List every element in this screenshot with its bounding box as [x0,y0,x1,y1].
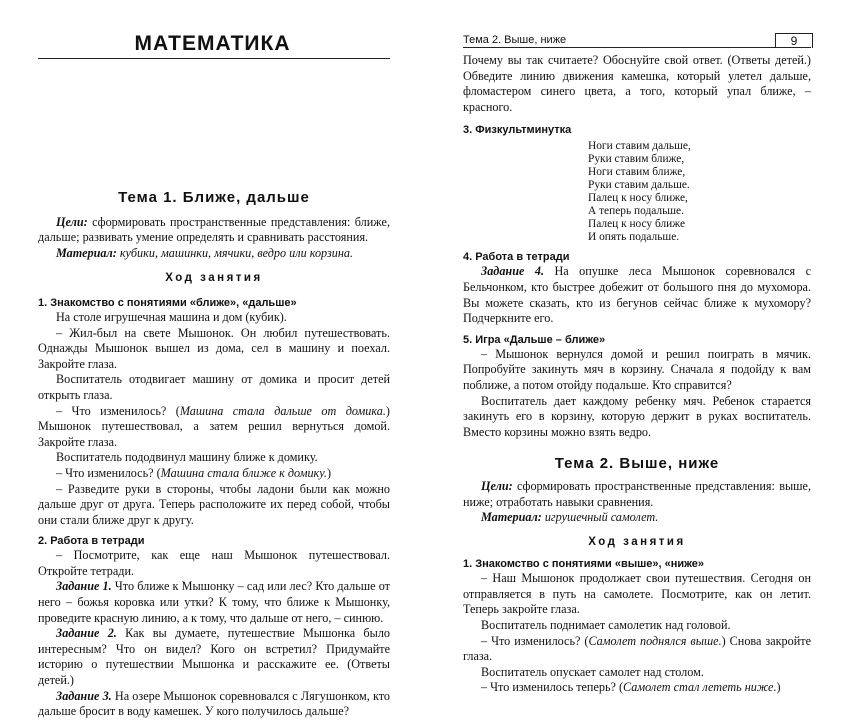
paragraph: Воспитатель дает каждому ребенку мяч. Ребенок старается закинуть его в корзину, которую держит в руках воспитатель. Вместо корзины можно взять ведро. [463,393,811,439]
paragraph: – Разведите руки в стороны, чтобы ладони были как можно дальше друг от друга. Теперь расположите их перед собой, чтобы они стали ближе друг к другу. [38,481,390,527]
poem-line: Палец к носу ближе [588,218,686,231]
paragraph: Воспитатель пододвинул машину ближе к домику. [56,450,318,465]
section-heading: 2. Работа в тетради [38,535,145,548]
page-number: 9 [790,34,798,48]
section-heading: 1. Знакомство с понятиями «выше», «ниже» [463,558,705,571]
task-paragraph: Задание 4. На опушке леса Мышонок соревновался с Бельчонком, кто быстрее добежит от большого пня до мухомора. Вы можете сказать, кто из бегунов сейчас ближе к мухомору? Подчеркните его. [463,264,811,326]
right-column [463,53,811,696]
section-heading: 4. Работа в тетради [463,251,570,264]
material-paragraph: Материал: игрушечный самолет. [481,510,659,525]
goals-label: Цели: [56,214,88,229]
running-header: Тема 2. Выше, ниже [463,34,567,46]
task-paragraph: Задание 3. На озере Мышонок соревновался с Лягушонком, кто дальше бросит в воду камешек. У кого получилось дальше? [38,688,390,719]
material-label: Материал: [56,245,117,260]
section-heading: 5. Игра «Дальше – ближе» [463,333,606,346]
paragraph: Воспитатель опускает самолет над столом. [481,664,704,679]
poem-line: И опять подальше. [588,231,680,244]
section-heading: 1. Знакомство с понятиями «ближе», «дальше» [38,296,297,309]
paragraph: На столе игрушечная машина и дом (кубик). [56,309,287,324]
paragraph: – Посмотрите, как еще наш Мышонок путешествовал. Откройте тетради. [38,548,390,578]
task-paragraph: Задание 1. Что ближе к Мышонку – сад или лес? Кто дальше от него – божья коровка или утки? К тому, что ближе к Мышонку, проведите красную линию, а к тому, что дальше от него, – синюю. [38,579,390,625]
paragraph: – Что изменилось теперь? (Самолет стал лететь ниже.) [481,680,781,695]
topic-title: Тема 2. Выше, ниже [554,455,720,473]
goals-paragraph [38,215,390,246]
poem [463,140,811,244]
course-title: Ход занятия [165,272,263,285]
poem-line: Руки ставим ближе, [588,153,685,166]
paragraph: Воспитатель поднимает самолетик над головой. [481,618,731,633]
poem-line: Палец к носу ближе, [588,192,688,205]
task-paragraph: Задание 2. Как вы думаете, путешествие Мышонка было интересным? Что он видел? Кого он встретил? Придумайте историю о путешествии Мышонка и расскажите ее. (Ответы детей.) [38,626,391,688]
paragraph: Почему вы так считаете? Обоснуйте свой ответ. (Ответы детей.) Обведите линию движения камешка, который улетел дальше, фломастером синего цвета, а того, который упал ближе, – красного. [463,53,811,114]
paragraph: – Что изменилось? (Самолет поднялся выше.) Снова закройте глаза. [463,633,811,664]
paragraph: – Что изменилось? (Машина стала дальше от домика.) Мышонок путешествовал, а затем решил вернуться домой. Закройте глаза. [38,403,390,449]
goals-text: сформировать пространственные представления: ближе, дальше; развивать умение определять и сравнивать расстояния. [38,214,390,245]
paragraph: – Что изменилось? (Машина стала ближе к домику.) [56,465,332,480]
topic-title: Тема 1. Ближе, дальше [118,189,310,206]
poem-line: Ноги ставим дальше, [588,140,691,153]
paragraph: Воспитатель отодвигает машину от домика и просит детей открыть глаза. [38,372,390,402]
header-rule [38,58,390,59]
poem-line: Руки ставим дальше. [588,179,690,192]
page-header-title: МАТЕМАТИКА [134,32,291,55]
left-column [38,190,390,720]
section-heading: 3. Физкультминутка [463,124,572,137]
course-title: Ход занятия [588,535,686,548]
material-text: кубики, машинки, мячики, ведро или корзина. [116,245,354,260]
poem-line: Ноги ставим ближе, [588,166,686,179]
goals-paragraph: Цели: сформировать пространственные представления: выше, ниже; отработать навыки сравнения. [463,478,811,509]
material-paragraph [38,246,390,262]
paragraph: – Наш Мышонок продолжает свои путешествия. Сегодня он отправляется в путь на самолете. Посмотрите, как он летит. Теперь закройте глаза. [463,571,811,617]
page-number-box [775,33,813,48]
paragraph: – Мышонок вернулся домой и решил поиграть в мячик. Попробуйте закинуть мяч в корзину. Сначала я подойду к вам поближе, а потом отойду подальше. Кто справится? [463,346,811,392]
poem-line: А теперь подальше. [588,205,684,218]
header-rule [463,47,811,48]
paragraph: – Жил-был на свете Мышонок. Он любил путешествовать. Однажды Мышонок вышел из дома, сел в машину и поехал. Закройте глаза. [38,325,390,371]
